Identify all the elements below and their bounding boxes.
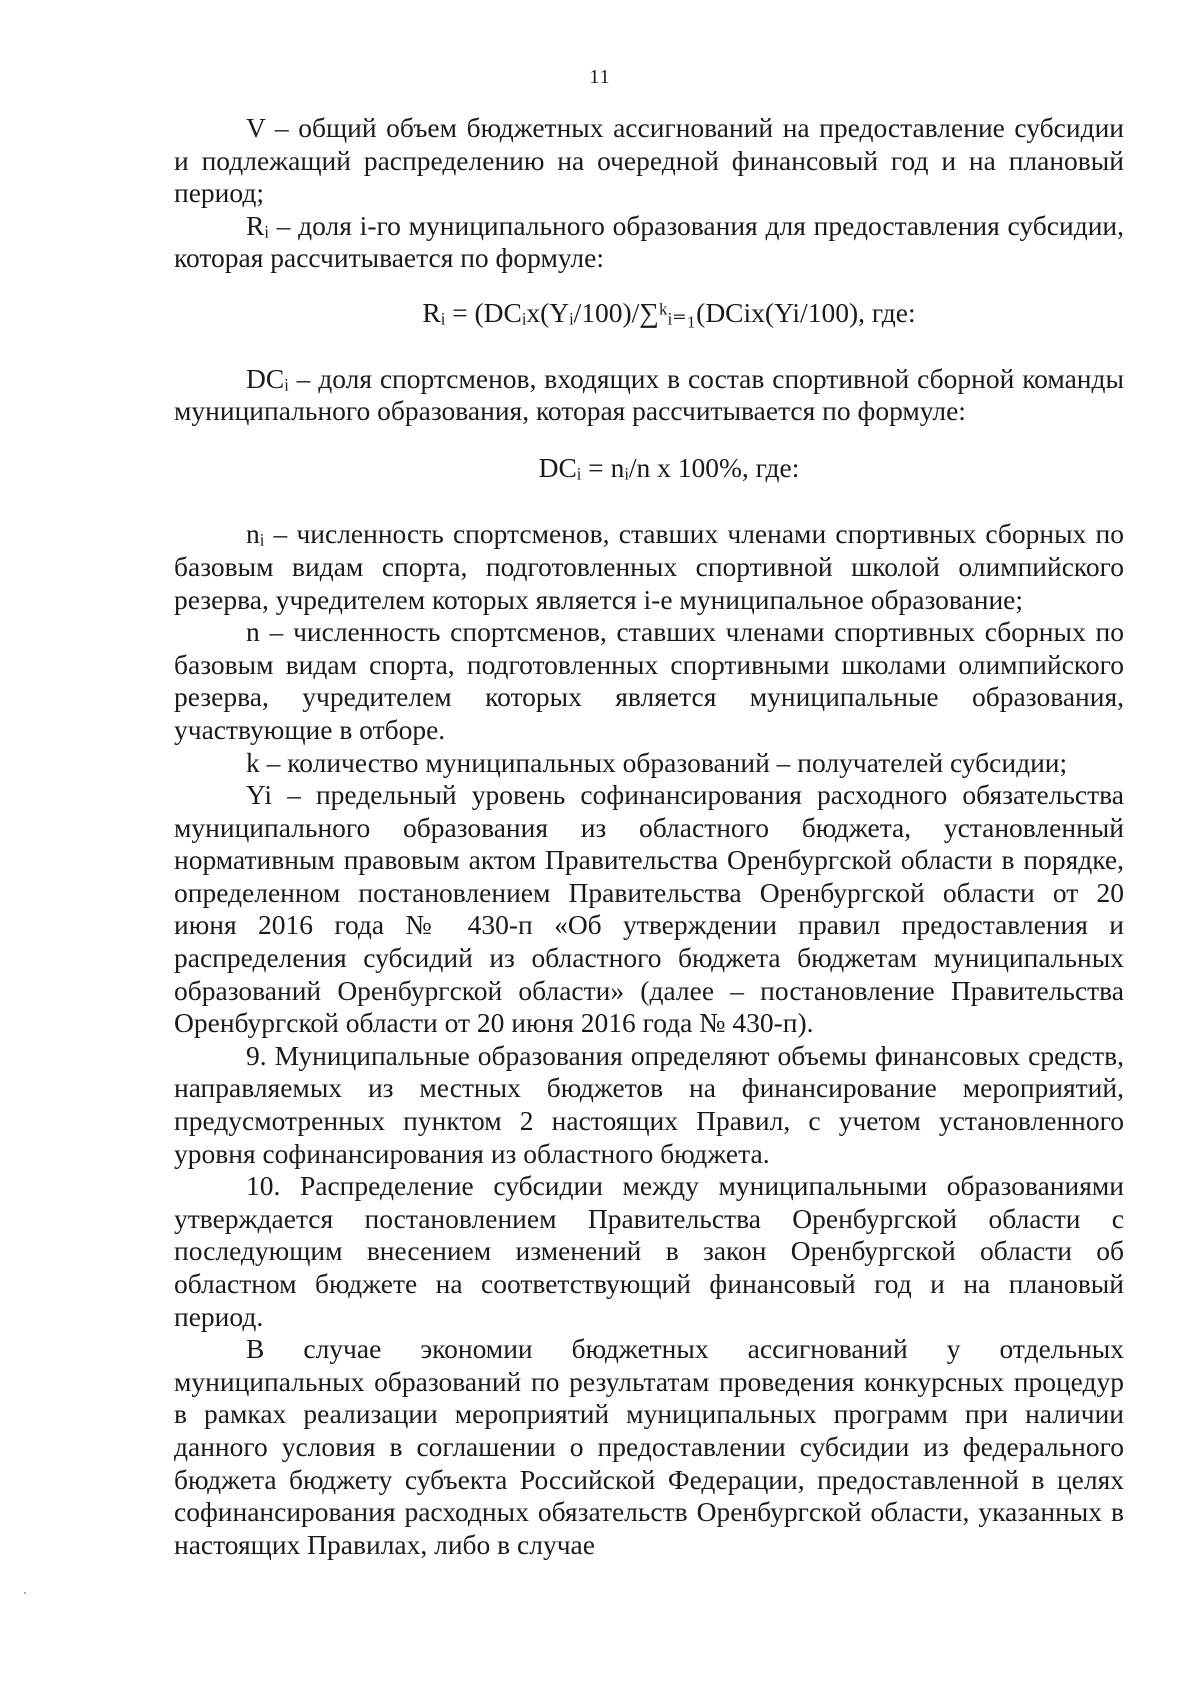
paragraph-dci-definition: DCᵢ – доля спортсменов, входящих в состав спортивной сборной команды муниципального образования, которая рассчитывается по формуле:: [174, 362, 1124, 427]
formula-dci: DCᵢ = nᵢ/n x 100%, где:: [538, 451, 800, 483]
formula-ri: Rᵢ = (DCᵢx(Yᵢ/100)/∑ᵏᵢ₌₁(DCix(Yi/100), где:: [422, 296, 916, 328]
document-body: [174, 112, 1124, 1561]
paragraph-k-definition: k – количество муниципальных образований – получателей субсидии;: [246, 746, 1068, 778]
scan-speck: [24, 1592, 26, 1594]
paragraph-item-9: 9. Муниципальные образования определяют объемы финансовых средств, направляемых из местных бюджетов на финансирование мероприятий, предусмотренных пунктом 2 настоящих Правил, с учетом установленного уровня софинансирования из областного бюджета.: [174, 1039, 1124, 1169]
paragraph-item-10: 10. Распределение субсидии между муниципальными образованиями утверждается постановлением Правительства Оренбургской области с последующим внесением изменений в закон Оренбургской области об областном бюджете на соответствующий финансовый год и на плановый период.: [174, 1170, 1124, 1332]
paragraph-n-definition: n – численность спортсменов, ставших членами спортивных сборных по базовым видам спорта, подготовленных спортивными школами олимпийского резерва, учредителем которых является муниципальные образования, участвующие в отборе.: [174, 616, 1124, 745]
page-number: 11: [589, 66, 611, 88]
paragraph-yi-definition: Yi – предельный уровень софинансирования расходного обязательства муниципального образования из областного бюджета, установленный нормативным правовым актом Правительства Оренбургской области в порядке, определенном постановлением Правительства Оренбургской области от 20 июня 2016 года № 430-п «Об утверждении правил предоставления и распределения субсидий из областного бюджета бюджетам муниципальных образований Оренбургской области» (далее – постановление Правительства Оренбургской области от 20 июня 2016 года № 430-п).: [174, 779, 1124, 1039]
paragraph-economy-case: В случае экономии бюджетных ассигнований у отдельных муниципальных образований по результатам проведения конкурсных процедур в рамках реализации мероприятий муниципальных программ при наличии данного условия в соглашении о предоставлении субсидии из федерального бюджета бюджету субъекта Российской Федерации, предоставленной в целях софинансирования расходных обязательств Оренбургской области, указанных в настоящих Правилах, либо в случае: [174, 1333, 1124, 1560]
paragraph-v-definition: V – общий объем бюджетных ассигнований на предоставление субсидии и подлежащий распределению на очередной финансовый год и на плановый период;: [174, 112, 1124, 209]
paragraph-ri-definition: Rᵢ – доля i-го муниципального образования для предоставления субсидии, которая рассчитывается по формуле:: [174, 209, 1124, 274]
paragraph-ni-definition: nᵢ – численность спортсменов, ставших членами спортивных сборных по базовым видам спорта, подготовленных спортивной школой олимпийского резерва, учредителем которых является i-е муниципальное образование;: [174, 518, 1124, 615]
